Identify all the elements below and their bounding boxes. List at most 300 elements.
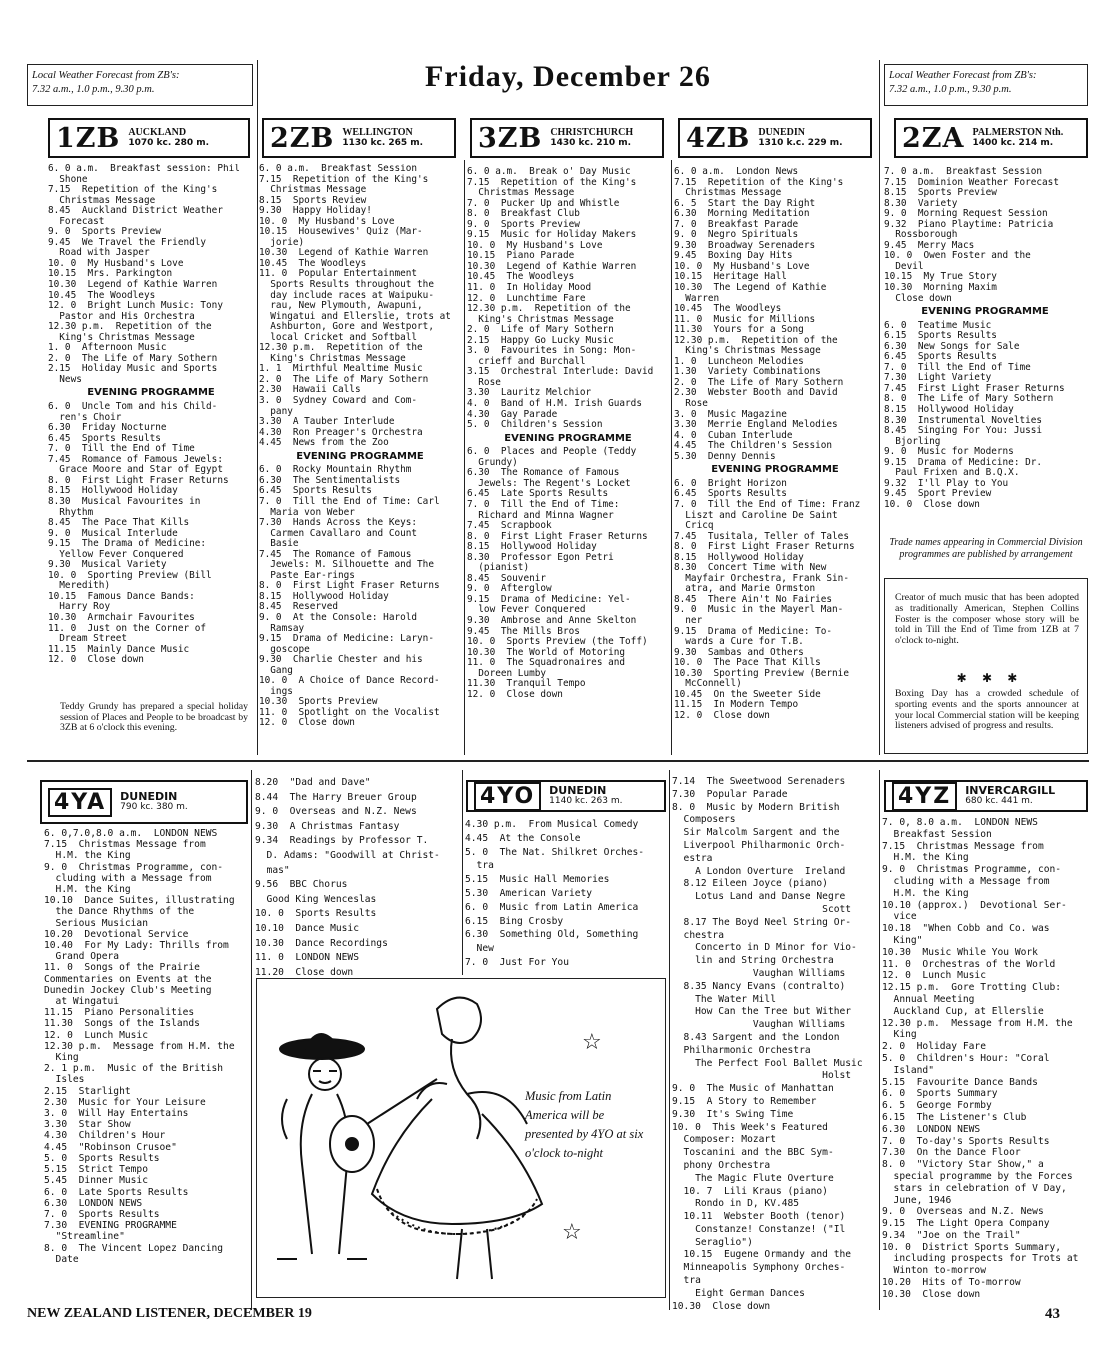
schedule-2zb — [259, 164, 461, 756]
schedule-line: 7. 0 Till the End of Time — [884, 361, 1031, 373]
evening-programme-heading: EVENING PROGRAMME — [711, 464, 839, 476]
column-divider — [464, 160, 465, 755]
schedule-line: How Can the Tree but Wither — [672, 1006, 852, 1018]
station-header-1zb — [48, 118, 250, 158]
schedule-line: 1. 0 Luncheon Melodies — [674, 355, 804, 367]
schedule-line: 2.15 Holiday Music and Sports — [48, 363, 218, 375]
forecast-times: 7.32 a.m., 1.0 p.m., 9.30 p.m. — [32, 84, 155, 95]
schedule-line: special programme by the Forces — [882, 1170, 1073, 1182]
schedule-line: Jewels: The Regent's Locket — [467, 477, 631, 489]
schedule-line: Rondo in D, KV.485 — [672, 1198, 800, 1210]
schedule-line: 9. 0 The Music of Manhattan — [672, 1083, 834, 1095]
schedule-line: 9.45 Sport Preview — [884, 488, 992, 500]
schedule-line: 10.30 Sports Preview — [259, 696, 378, 708]
evening-programme-heading: EVENING PROGRAMME — [87, 387, 215, 399]
station-header-4yo — [466, 780, 666, 812]
schedule-line: 6.45 Sports Results — [48, 432, 161, 444]
schedule-line: 7. 0 Breakfast Parade — [674, 218, 799, 230]
schedule-line: 12. 0 Lunchtime Fare — [467, 292, 586, 304]
schedule-line: 8.30 Professor Egon Petri — [467, 551, 614, 563]
schedule-line: 9.45 We Travel the Friendly — [48, 236, 207, 248]
schedule-line: 8.45 Auckland District Weather — [48, 205, 223, 217]
schedule-4ya — [44, 828, 250, 1314]
schedule-line: 11.30 Songs of the Islands — [44, 1018, 200, 1030]
schedule-line: Constanze! Constanze! ("Il — [672, 1223, 846, 1235]
weather-forecast-left — [27, 64, 253, 106]
schedule-line: Yellow Fever Conquered — [48, 548, 184, 560]
schedule-line: goscope — [259, 643, 310, 655]
schedule-line: mas" — [255, 864, 290, 876]
schedule-line: Devil — [884, 260, 924, 272]
schedule-line: Dunedin Jockey Club's Meeting — [44, 984, 212, 996]
schedule-line: 5.45 Dinner Music — [44, 1175, 148, 1187]
schedule-line: Christmas Message — [674, 187, 782, 199]
schedule-line: Auckland Cup, at Ellerslie — [882, 1005, 1044, 1017]
schedule-line: 9. 0 Overseas and N.Z. News — [882, 1206, 1044, 1218]
schedule-line: 11. 0 Spotlight on the Vocalist — [259, 706, 440, 718]
schedule-line: Vaughan Williams — [672, 1019, 846, 1031]
station-call: 1ZB — [56, 122, 121, 154]
schedule-line: 7. 0 Till the End of Time: Carl — [259, 495, 440, 507]
schedule-line: Seraglio") — [672, 1236, 753, 1248]
schedule-line: Jewels: M. Silhouette and The — [259, 559, 434, 571]
schedule-line: 7.30 EVENING PROGRAMME — [44, 1220, 177, 1232]
schedule-line: King's Christmas Message — [674, 345, 821, 357]
schedule-line: 6. 5 George Formby — [882, 1100, 992, 1112]
schedule-line: 10. 0 My Husband's Love — [259, 215, 395, 227]
schedule-line: 10.15 Eugene Ormandy and the — [672, 1249, 852, 1261]
schedule-line: 10.30 Legend of Kathie Warren — [48, 279, 218, 291]
schedule-line: 8.30 Instrumental Novelties — [884, 414, 1043, 426]
schedule-line: 5.30 American Variety — [465, 887, 593, 899]
schedule-line: 4.30 Children's Hour — [44, 1130, 166, 1142]
station-header-4zb — [678, 118, 872, 158]
schedule-line: rau, New Plymouth, Awapuni, — [259, 300, 423, 312]
schedule-line: 3. 0 Music Magazine — [674, 408, 787, 420]
schedule-line: 9.15 A Story to Remember — [672, 1095, 817, 1107]
schedule-line: the Dance Rhythms of the — [44, 906, 195, 918]
schedule-line: 12. 0 Close down — [467, 688, 563, 700]
schedule-line: 8.45 There Ain't No Fairies — [674, 593, 833, 605]
schedule-line: The Magic Flute Overture — [672, 1172, 834, 1184]
schedule-line: ner — [674, 614, 703, 626]
schedule-line: Grundy) — [467, 456, 518, 468]
schedule-line: 6.30 LONDON NEWS — [44, 1197, 143, 1209]
schedule-line: 12.30 p.m. Message from H.M. the — [44, 1040, 235, 1052]
schedule-line: 10.15 Piano Parade — [467, 250, 575, 262]
schedule-line: Scott — [672, 903, 852, 915]
asterism-icon: ✱ ✱ ✱ — [956, 671, 1018, 685]
schedule-line: 7.45 The Romance of Famous — [259, 548, 412, 560]
schedule-line: 3. 0 Will Hay Entertains — [44, 1108, 189, 1120]
schedule-line: 5. 0 Children's Session — [467, 419, 603, 431]
schedule-line: The Water Mill — [672, 993, 776, 1005]
schedule-line: Grand Opera — [44, 951, 120, 963]
schedule-line: Minneapolis Symphony Orches- — [672, 1262, 846, 1274]
schedule-line: Close down — [884, 292, 952, 304]
schedule-line: 12.30 p.m. Repetition of the — [259, 342, 423, 354]
schedule-line: 9.15 The Light Opera Company — [882, 1218, 1050, 1230]
station-city: INVERCARGILL — [965, 784, 1056, 797]
schedule-line: Composers — [672, 814, 736, 826]
schedule-line: Philharmonic Orchestra — [672, 1044, 811, 1056]
schedule-line: 7.15 Repetition of the King's — [259, 173, 429, 185]
illustration-frame — [256, 978, 666, 1298]
schedule-line: Isles — [44, 1074, 85, 1086]
schedule-line: 9.30 Ambrose and Anne Skelton — [467, 614, 637, 626]
schedule-line: D. Adams: "Goodwill at Christ- — [255, 849, 440, 861]
schedule-line: 10.40 For My Lady: Thrills from — [44, 940, 229, 952]
forecast-times: 7.32 a.m., 1.0 p.m., 9.30 p.m. — [889, 84, 1012, 95]
schedule-line: 10.30 Morning Maxim — [884, 282, 997, 294]
schedule-line: 9.32 Piano Playtime: Patricia — [884, 218, 1054, 230]
schedule-line: Christmas Message — [467, 187, 575, 199]
schedule-line: 10. 0 My Husband's Love — [674, 260, 810, 272]
schedule-line: 3.30 Star Show — [44, 1119, 131, 1131]
schedule-line: vice — [882, 911, 917, 923]
schedule-line: 6.15 Sports Results — [884, 330, 997, 342]
schedule-line: 7. 0 Just For You — [465, 956, 569, 968]
schedule-line: Christmas Message — [259, 184, 367, 196]
column-divider — [257, 60, 258, 755]
schedule-line: 5.30 Denny Dennis — [674, 450, 776, 462]
schedule-line: 10.15 Heritage Hall — [674, 271, 787, 283]
schedule-line: low Fever Conquered — [467, 604, 586, 616]
schedule-line: 6. 0 a.m. Breakfast Session — [259, 164, 418, 174]
schedule-line: H.M. the King — [44, 850, 131, 862]
schedule-line: 8.15 Sports Review — [259, 194, 367, 206]
schedule-line: Breakfast Session — [882, 828, 992, 840]
note-stephen-foster: Creator of much music that has been adopted as traditionally American, Stephen Collins Foster is the composer whose story will be told in Till the End of Time from 1ZB at 7 o'clock to-night. — [895, 592, 1079, 647]
station-call: 4YZ — [892, 782, 957, 811]
schedule-line: 10. 0 Close down — [884, 498, 980, 510]
schedule-line: 9.15 Drama of Medicine: Laryn- — [259, 633, 434, 645]
schedule-line: 7.15 Christmas Message from — [44, 839, 206, 851]
schedule-line: A London Overture Ireland — [672, 865, 846, 877]
schedule-line: at Wingatui — [44, 996, 120, 1008]
schedule-line: 11.15 Mainly Dance Music — [48, 643, 190, 655]
schedule-line: 6.30 The Sentimentalists — [259, 474, 401, 486]
schedule-line: Mayfair Orchestra, Frank Sin- — [674, 572, 849, 584]
schedule-line: 8. 0 First Light Fraser Returns — [259, 580, 440, 592]
schedule-line: 1.30 Variety Combinations — [674, 366, 821, 378]
schedule-line: 2.30 Hawaii Calls — [259, 384, 361, 396]
schedule-line: 1. 0 Afternoon Music — [48, 342, 167, 354]
schedule-line: Composer: Mozart — [672, 1134, 776, 1146]
schedule-line: 4.30 p.m. From Musical Comedy — [465, 819, 639, 830]
station-freq: 680 kc. 441 m. — [965, 796, 1033, 806]
station-call: 4ZB — [686, 122, 751, 154]
column-divider — [251, 770, 252, 1310]
schedule-line: 2. 1 p.m. Music of the British — [44, 1063, 224, 1075]
schedule-line: 6.15 Bing Crosby — [465, 915, 564, 927]
schedule-line: 8.30 Concert Time with New — [674, 562, 827, 574]
schedule-line: 8.30 Musical Favourites in — [48, 495, 201, 507]
schedule-line: 9. 0 Christmas Programme, con- — [44, 861, 224, 873]
schedule-line: 10.30 Armchair Favourites — [48, 611, 195, 623]
schedule-line: King — [44, 1052, 79, 1064]
schedule-line: 8.15 Hollywood Holiday — [259, 590, 389, 602]
schedule-line: 10.45 The Woodleys — [259, 257, 367, 269]
schedule-line: 10.30 The Legend of Kathie — [674, 282, 827, 294]
schedule-line: 7.15 Repetition of the King's — [467, 176, 637, 188]
schedule-line: 5.15 Strict Tempo — [44, 1164, 148, 1176]
schedule-line: 11. 0 Just on the Corner of — [48, 622, 207, 634]
schedule-line: lin and String Orchestra — [672, 955, 834, 967]
schedule-line: 2. 0 Life of Mary Sothern — [467, 324, 614, 336]
schedule-line: 6.30 New Songs for Sale — [884, 340, 1020, 352]
schedule-line: 2.15 Starlight — [44, 1085, 131, 1097]
station-city: DUNEDIN — [758, 127, 805, 138]
schedule-line: 12. 0 Close down — [48, 654, 144, 666]
schedule-line: jorie) — [259, 236, 305, 248]
schedule-line: 6.45 Sports Results — [259, 485, 372, 497]
schedule-line: 8.15 Sports Preview — [884, 187, 997, 199]
schedule-line: H.M. the King — [882, 887, 969, 899]
column-divider — [669, 770, 670, 1310]
schedule-line: 9.56 BBC Chorus — [255, 879, 348, 891]
schedule-line: 10. 0 The Pace That Kills — [674, 657, 821, 669]
schedule-line: 6.30 Friday Nocturne — [48, 422, 167, 434]
schedule-line: 6. 0 Uncle Tom and his Child- — [48, 401, 218, 413]
schedule-line: 6. 0 Music from Latin America — [465, 901, 639, 913]
schedule-line: wards a Cure for T.B. — [674, 636, 804, 648]
schedule-line: 9. 0 Overseas and N.Z. News — [255, 806, 417, 818]
schedule-line: Meredith) — [48, 580, 111, 592]
weather-forecast-right — [884, 64, 1088, 106]
schedule-line: 7.30 On the Dance Floor — [882, 1147, 1021, 1159]
schedule-line: 1. 1 Mirthful Mealtime Music — [259, 363, 423, 375]
schedule-line: 11. 0 The Squadronaires and — [467, 657, 626, 669]
schedule-line: 9.30 Charlie Chester and his — [259, 654, 423, 666]
schedule-line: Winton to-morrow — [882, 1265, 986, 1277]
schedule-line: 7. 0 Till the End of Time — [48, 443, 195, 455]
schedule-line: 6. 0 Rocky Mountain Rhythm — [259, 464, 412, 476]
schedule-line: 7.45 Scrapbook — [467, 520, 552, 532]
schedule-line: 10. 0 Owen Foster and the — [884, 250, 1031, 262]
schedule-line: 9.30 Broadway Serenaders — [674, 239, 816, 251]
schedule-line: Concerto in D Minor for Vio- — [672, 942, 857, 954]
schedule-line: "Streamline" — [44, 1231, 125, 1243]
schedule-line: 5. 0 Children's Hour: "Coral — [882, 1052, 1050, 1064]
schedule-line: 10.18 "When Cobb and Co. was — [882, 923, 1050, 935]
schedule-line: Christmas Message — [48, 194, 156, 206]
station-header-2zb — [262, 118, 456, 158]
station-city: CHRISTCHURCH — [550, 127, 634, 138]
schedule-line: 8.15 Hollywood Holiday — [48, 485, 178, 497]
schedule-line: 10.10 Dance Music — [255, 922, 359, 934]
schedule-line: 8. 0 Breakfast Club — [467, 208, 580, 220]
schedule-line: 7. 0 Till the End of Time: Franz — [674, 498, 861, 510]
schedule-line: 8.35 Nancy Evans (contralto) — [672, 980, 846, 992]
schedule-4yz — [882, 817, 1088, 1315]
schedule-line: 4.45 The Children's Session — [674, 440, 833, 452]
schedule-line: 8.15 Hollywood Holiday — [467, 541, 597, 553]
schedule-line: 9.15 Music for Holiday Makers — [467, 229, 637, 241]
schedule-line: Good King Wenceslas — [255, 893, 377, 905]
schedule-line: Date — [44, 1253, 79, 1265]
schedule-line: 9.30 A Christmas Fantasy — [255, 820, 400, 832]
schedule-line: tra — [672, 1275, 701, 1287]
schedule-line: 4.30 Ron Preager's Orchestra — [259, 426, 423, 438]
schedule-line: 7.30 Hands Across the Keys: — [259, 517, 418, 529]
schedule-line: 6.45 Late Sports Results — [467, 488, 609, 500]
column-divider — [879, 60, 880, 755]
schedule-line: 11. 0 Songs of the Prairie — [44, 962, 200, 974]
schedule-line: 5. 0 Sports Results — [44, 1152, 160, 1164]
evening-programme-heading: EVENING PROGRAMME — [504, 432, 632, 444]
schedule-line: 11.20 Close down — [255, 966, 354, 976]
schedule-line: 9.15 The Drama of Medicine: — [48, 538, 207, 550]
schedule-line: 3. 0 Sydney Coward and Com- — [259, 395, 418, 407]
schedule-line: Road with Jasper — [48, 247, 150, 259]
station-freq: 1070 kc. 280 m. — [128, 138, 210, 148]
schedule-line: 7. 0 Pucker Up and Whistle — [467, 197, 620, 209]
schedule-line: 8. 0 Music by Modern British — [672, 801, 840, 813]
schedule-line: 5.15 Music Hall Memories — [465, 874, 610, 886]
schedule-line: Liszt and Caroline De Saint — [674, 509, 838, 521]
schedule-line: 10. 0 District Sports Summary, — [882, 1241, 1062, 1253]
schedule-line: 8.43 Sargent and the London — [672, 1031, 840, 1043]
schedule-line: 10.10 (approx.) Devotional Ser- — [882, 899, 1067, 911]
schedule-line: Grace Moore and Star of Egypt — [48, 464, 223, 476]
note-boxing-day: Boxing Day has a crowded schedule of sporting events and the sports announcer at your local Commercial station will be keeping listeners advised of progress and results. — [895, 688, 1079, 732]
schedule-line: 8.30 Variety — [884, 197, 958, 209]
schedule-line: 9.45 The Mills Bros — [467, 625, 580, 637]
schedule-line: 10.20 Hits of To-morrow — [882, 1277, 1021, 1289]
schedule-line: 7.30 Light Variety — [884, 372, 992, 384]
schedule-line: 7.15 Dominion Weather Forecast — [884, 176, 1059, 188]
schedule-line: 12.30 p.m. Repetition of the — [674, 334, 838, 346]
schedule-line: 6.30 The Romance of Famous — [467, 467, 620, 479]
schedule-line: 6. 0 Teatime Music — [884, 319, 992, 331]
schedule-line: 2. 0 The Life of Mary Sothern — [674, 376, 844, 388]
schedule-line: local Cricket and Softball — [259, 331, 418, 343]
schedule-line: 10.30 Legend of Kathie Warren — [467, 260, 637, 272]
feature-box — [884, 578, 1088, 754]
schedule-line: Paul Frixen and B.Q.X. — [884, 467, 1020, 479]
schedule-line: 10. 0 My Husband's Love — [467, 239, 603, 251]
schedule-line: 7. 0 Sports Results — [44, 1208, 160, 1220]
schedule-line: 9.30 Sambas and Others — [674, 646, 804, 658]
schedule-line: 12. 0 Lunch Music — [882, 970, 986, 982]
schedule-line: Pastor and His Orchestra — [48, 310, 195, 322]
schedule-line: 4.45 "Robinson Crusoe" — [44, 1141, 177, 1153]
schedule-line: Basie — [259, 538, 299, 550]
schedule-line: 12. 0 Lunch Music — [44, 1029, 148, 1041]
schedule-line: 10.11 Webster Booth (tenor) — [672, 1211, 846, 1223]
schedule-line: 8.45 Reserved — [259, 601, 339, 613]
station-header-3zb — [470, 118, 664, 158]
schedule-line: 6.30 Something Old, Something — [465, 929, 639, 941]
schedule-line: 8.15 Hollywood Holiday — [884, 404, 1014, 416]
schedule-line: 12.30 p.m. Repetition of the — [48, 321, 212, 333]
schedule-line: 6. 0 Places and People (Teddy — [467, 446, 637, 458]
schedule-line: Ramsay — [259, 622, 305, 634]
schedule-line: cluding with a Message from — [882, 875, 1050, 887]
schedule-line: King — [882, 1029, 917, 1041]
schedule-line: 9. 0 Morning Request Session — [884, 208, 1048, 220]
schedule-line: tra — [465, 860, 494, 872]
schedule-line: 10. 7 Lili Kraus (piano) — [672, 1185, 828, 1197]
schedule-line: Richard and Minna Wagner — [467, 509, 614, 521]
schedule-line: day include races at Waipuku- — [259, 289, 434, 301]
schedule-line: 9. 0 Sports Preview — [467, 218, 580, 230]
page-number: 43 — [1045, 1306, 1060, 1322]
schedule-line: 9.15 Drama of Medicine: To- — [674, 625, 833, 637]
station-call: 2ZA — [902, 122, 965, 154]
schedule-line: Paste Ear-rings — [259, 569, 355, 581]
schedule-line: 2.30 Music for Your Leisure — [44, 1096, 206, 1108]
station-freq: 1310 k.c. 229 m. — [758, 138, 843, 148]
schedule-line: including prospects for Trots at — [882, 1253, 1079, 1265]
schedule-line: Warren — [674, 292, 720, 304]
schedule-line: 8. 0 The Life of Mary Sothern — [884, 393, 1054, 405]
schedule-line: Eight German Dances — [672, 1287, 805, 1299]
schedule-line: 6. 0 Late Sports Results — [44, 1186, 189, 1198]
schedule-line: 7.15 Christmas Message from — [882, 840, 1044, 852]
station-header-2za — [894, 118, 1088, 158]
schedule-line: 10. 0 My Husband's Love — [48, 257, 184, 269]
schedule-line: 10. 0 Sports Results — [255, 908, 377, 920]
schedule-line: 11. 0 LONDON NEWS — [255, 952, 359, 964]
schedule-line: 10.45 On the Sweeter Side — [674, 688, 821, 700]
schedule-line: 9.34 "Joe on the Trail" — [882, 1229, 1021, 1241]
schedule-line: 10.30 Sporting Preview (Bernie — [674, 667, 849, 679]
schedule-line: cluding with a Message from — [44, 872, 212, 884]
note-teddy-grundy: Teddy Grundy has prepared a special holiday session of Places and People to be broadcast by 3ZB at 6 o'clock this evening. — [60, 701, 248, 734]
schedule-line: 7. 0 a.m. Breakfast Session — [884, 167, 1043, 177]
schedule-line: News — [48, 373, 82, 385]
schedule-line: 9. 0 Negro Spirituals — [674, 229, 799, 241]
schedule-line: 6.45 Sports Results — [884, 351, 997, 363]
schedule-line: 6.45 Sports Results — [674, 488, 787, 500]
schedule-line: ings — [259, 685, 293, 697]
schedule-line: 4.30 Gay Parade — [467, 408, 558, 420]
schedule-line: Sports Results throughout the — [259, 279, 434, 291]
station-freq: 1140 kc. 263 m. — [549, 796, 623, 806]
schedule-line: Island" — [882, 1064, 934, 1076]
schedule-line: 8.17 The Boyd Neel String Or- — [672, 916, 852, 928]
schedule-line: Doreen Lumby — [467, 667, 547, 679]
schedule-line: 6.30 Morning Meditation — [674, 208, 810, 220]
schedule-line: stars in celebration of V Day, — [882, 1182, 1067, 1194]
schedule-line: Wingatui and Ellerslie, trots at — [259, 310, 451, 322]
schedule-line: 9.15 Drama of Medicine: Dr. — [884, 456, 1043, 468]
schedule-line: Liverpool Philharmonic Orch- — [672, 839, 846, 851]
schedule-line: Bjorling — [884, 435, 941, 447]
schedule-line: 10.15 Housewives' Quiz (Mar- — [259, 226, 423, 238]
schedule-line: Rose — [674, 398, 708, 410]
schedule-line: 11. 0 Orchestras of the World — [882, 958, 1056, 970]
schedule-line: Rossborough — [884, 229, 958, 241]
schedule-line: 7. 0 To-day's Sports Results — [882, 1135, 1050, 1147]
schedule-line: 11.30 Yours for a Song — [674, 324, 804, 336]
evening-programme-heading: EVENING PROGRAMME — [296, 450, 424, 462]
schedule-line: crieff and Burchall — [467, 355, 586, 367]
schedule-line: ren's Choir — [48, 411, 122, 423]
schedule-line: 4. 0 Band of H.M. Irish Guards — [467, 398, 642, 410]
station-call: 2ZB — [270, 122, 335, 154]
schedule-line: 2. 0 Holiday Fare — [882, 1041, 986, 1053]
schedule-line: New — [465, 943, 494, 955]
schedule-line: 2.15 Happy Go Lucky Music — [467, 334, 614, 346]
station-call: 3ZB — [478, 122, 543, 154]
section-divider — [27, 760, 1089, 762]
schedule-line: 8. 0 "Victory Star Show," a — [882, 1159, 1044, 1171]
schedule-line: 8.44 The Harry Breuer Group — [255, 791, 417, 803]
station-city: DUNEDIN — [549, 784, 607, 797]
